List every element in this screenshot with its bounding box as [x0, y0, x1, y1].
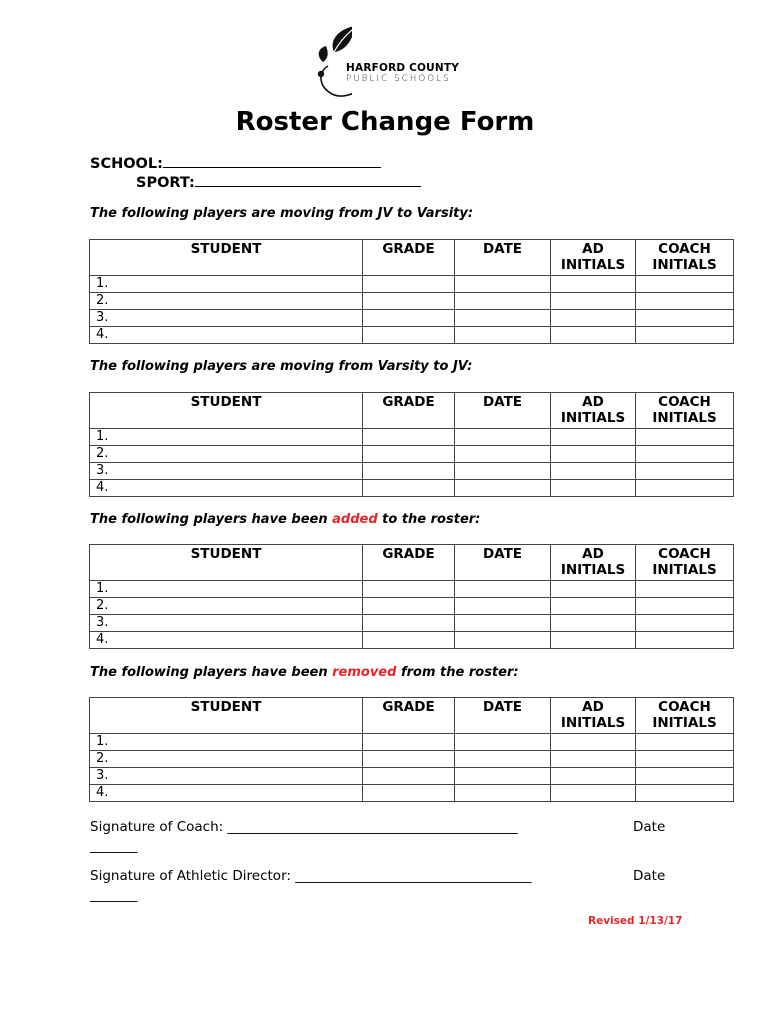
section-removed-heading — [90, 664, 519, 682]
table-row[interactable] — [90, 327, 734, 344]
table-row[interactable] — [90, 429, 734, 446]
section-jv-to-varsity-heading — [90, 205, 473, 223]
section-heading-text: The following players have been — [90, 512, 333, 527]
sport-field[interactable] — [136, 172, 421, 192]
table-row[interactable] — [90, 598, 734, 615]
section-heading-text: The following players have been — [90, 665, 333, 680]
logo-subtitle: PUBLIC SCHOOLS — [346, 74, 451, 84]
logo-name: HARFORD COUNTY — [346, 62, 460, 74]
table-row[interactable] — [90, 632, 734, 649]
coach-date-line[interactable]: _______ — [90, 838, 138, 854]
row-number: 3. — [90, 463, 363, 480]
coach-date-label: Date — [633, 819, 666, 835]
row-number: 2. — [90, 598, 363, 615]
added-table — [89, 544, 734, 649]
section-heading-text: The following players are moving from JV to Varsity: — [90, 206, 474, 221]
section-heading-text: The following players are moving from Varsity to JV: — [90, 359, 473, 374]
row-number: 3. — [90, 310, 363, 327]
col-grade: GRADE — [363, 698, 455, 734]
removed-table — [89, 697, 734, 802]
col-date: DATE — [455, 393, 551, 429]
row-number: 1. — [90, 734, 363, 751]
col-grade: GRADE — [363, 545, 455, 581]
col-coach-initials: COACH INITIALS — [636, 698, 734, 734]
district-logo — [312, 26, 462, 98]
table-header-row — [90, 393, 734, 429]
col-ad-initials: AD INITIALS — [551, 698, 636, 734]
removed-highlight: removed — [332, 665, 397, 680]
col-student: STUDENT — [90, 393, 363, 429]
col-date: DATE — [455, 698, 551, 734]
col-coach-initials: COACH INITIALS — [636, 240, 734, 276]
row-number: 1. — [90, 581, 363, 598]
ad-signature-field[interactable] — [90, 866, 531, 886]
table-row[interactable] — [90, 310, 734, 327]
row-number: 1. — [90, 429, 363, 446]
section-heading-text: from the roster: — [396, 665, 519, 680]
col-student: STUDENT — [90, 545, 363, 581]
section-added-heading — [90, 511, 480, 529]
table-row[interactable] — [90, 276, 734, 293]
col-ad-initials: AD INITIALS — [551, 545, 636, 581]
school-label: SCHOOL: — [90, 156, 163, 172]
row-number: 4. — [90, 785, 363, 802]
ad-date-line[interactable]: _______ — [90, 887, 138, 903]
revision-note: Revised 1/13/17 — [588, 915, 683, 927]
row-number: 4. — [90, 632, 363, 649]
logo-text — [346, 62, 459, 85]
varsity-to-jv-table — [89, 392, 734, 497]
table-row[interactable] — [90, 768, 734, 785]
row-number: 1. — [90, 276, 363, 293]
row-number: 2. — [90, 446, 363, 463]
table-row[interactable] — [90, 615, 734, 632]
col-ad-initials: AD INITIALS — [551, 240, 636, 276]
coach-signature-line[interactable]: ___________________________________________ — [227, 819, 518, 835]
added-highlight: added — [332, 512, 378, 527]
section-heading-text: to the roster: — [377, 512, 481, 527]
form-title: Roster Change Form — [235, 107, 535, 137]
table-row[interactable] — [90, 463, 734, 480]
table-row[interactable] — [90, 480, 734, 497]
sport-input-line[interactable] — [195, 172, 421, 187]
coach-signature-label: Signature of Coach: — [90, 819, 224, 835]
table-row[interactable] — [90, 293, 734, 310]
table-row[interactable] — [90, 734, 734, 751]
col-student: STUDENT — [90, 240, 363, 276]
col-date: DATE — [455, 545, 551, 581]
row-number: 2. — [90, 751, 363, 768]
school-field[interactable] — [90, 153, 381, 173]
col-ad-initials: AD INITIALS — [551, 393, 636, 429]
sport-label: SPORT: — [136, 175, 195, 191]
table-header-row — [90, 240, 734, 276]
col-coach-initials: COACH INITIALS — [636, 393, 734, 429]
ad-signature-line[interactable]: ___________________________________ — [295, 868, 532, 884]
col-student: STUDENT — [90, 698, 363, 734]
ad-signature-label: Signature of Athletic Director: — [90, 868, 291, 884]
table-header-row — [90, 545, 734, 581]
row-number: 4. — [90, 327, 363, 344]
table-header-row — [90, 698, 734, 734]
col-date: DATE — [455, 240, 551, 276]
jv-to-varsity-table — [89, 239, 734, 344]
row-number: 4. — [90, 480, 363, 497]
table-row[interactable] — [90, 785, 734, 802]
col-grade: GRADE — [363, 393, 455, 429]
col-coach-initials: COACH INITIALS — [636, 545, 734, 581]
ad-date-label: Date — [633, 868, 666, 884]
table-row[interactable] — [90, 751, 734, 768]
row-number: 3. — [90, 615, 363, 632]
section-varsity-to-jv-heading — [90, 358, 472, 376]
coach-signature-field[interactable] — [90, 817, 518, 837]
row-number: 3. — [90, 768, 363, 785]
school-input-line[interactable] — [163, 153, 381, 168]
table-row[interactable] — [90, 446, 734, 463]
table-row[interactable] — [90, 581, 734, 598]
row-number: 2. — [90, 293, 363, 310]
col-grade: GRADE — [363, 240, 455, 276]
